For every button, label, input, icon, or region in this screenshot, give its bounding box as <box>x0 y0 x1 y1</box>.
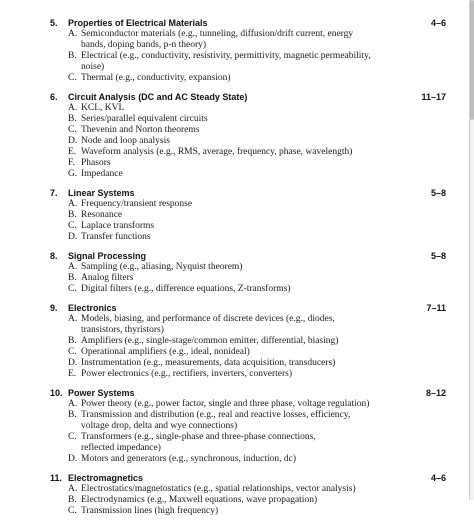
subtopic-letter: B. <box>68 51 77 61</box>
subtopic-item <box>50 136 400 147</box>
section-title: Circuit Analysis (DC and AC Steady State) <box>68 92 248 102</box>
subtopic-text: Electrical (e.g., conductivity, resistivity, permittivity, magnetic permeability, <box>81 51 371 61</box>
subtopic-text: Thevenin and Norton theorems <box>81 125 200 135</box>
subtopic-letter: B. <box>68 273 77 283</box>
subtopic-item <box>50 210 400 221</box>
subtopic-item <box>50 125 400 136</box>
subtopic-text: transistors, thyristors) <box>81 325 164 335</box>
section <box>50 91 446 180</box>
question-range: 7–11 <box>426 303 446 313</box>
subtopic-letter: B. <box>68 410 77 420</box>
subtopic-letter: B. <box>68 210 77 220</box>
section-number: 9. <box>50 303 58 313</box>
subtopic-letter: A. <box>68 484 78 494</box>
subtopic-list <box>50 262 400 295</box>
subtopic-text: Amplifiers (e.g., single-stage/common emitter, differential, biasing) <box>81 336 339 346</box>
section-title: Signal Processing <box>68 251 147 261</box>
subtopic-letter: A. <box>68 314 78 324</box>
subtopic-text: Electrostatics/magnetostatics (e.g., spatial relationships, vector analysis) <box>81 484 356 494</box>
subtopic-letter: C. <box>68 73 77 83</box>
subtopic-item <box>50 432 400 454</box>
subtopic-item <box>50 358 400 369</box>
section-header <box>50 387 446 399</box>
section-title: Electromagnetics <box>68 473 144 483</box>
subtopic-text: Semiconductor materials (e.g., tunneling, diffusion/drift current, energy <box>81 29 354 39</box>
section-header <box>50 302 446 314</box>
section-title: Properties of Electrical Materials <box>68 18 208 28</box>
subtopic-list <box>50 29 400 84</box>
subtopic-item <box>50 284 400 295</box>
subtopic-letter: A. <box>68 399 78 409</box>
subtopic-item <box>50 495 400 506</box>
subtopic-text: Thermal (e.g., conductivity, expansion) <box>81 73 231 83</box>
scrollbar-thumb[interactable] <box>470 0 474 120</box>
subtopic-text: Series/parallel equivalent circuits <box>81 114 208 124</box>
subtopic-list <box>50 103 400 180</box>
subtopic-text: Laplace transforms <box>81 221 155 231</box>
subtopic-item <box>50 147 400 158</box>
subtopic-text: Transmission lines (high frequency) <box>81 506 219 516</box>
subtopic-text: voltage drop, delta and wye connections) <box>81 421 238 431</box>
subtopic-text: Impedance <box>81 169 123 179</box>
section <box>50 387 446 465</box>
subtopic-text: Node and loop analysis <box>81 136 170 146</box>
subtopic-item <box>50 399 400 410</box>
vertical-scrollbar[interactable] <box>470 0 474 500</box>
subtopic-list <box>50 484 400 517</box>
subtopic-letter: C. <box>68 506 77 516</box>
subtopic-letter: C. <box>68 347 77 357</box>
section <box>50 250 446 295</box>
section-header <box>50 187 446 199</box>
question-range: 5–8 <box>430 251 446 261</box>
subtopic-item <box>50 51 400 73</box>
subtopic-letter: D. <box>68 232 78 242</box>
subtopic-text: Instrumentation (e.g., measurements, data acquisition, transducers) <box>81 358 336 368</box>
question-range: 5–8 <box>430 188 446 198</box>
subtopic-list <box>50 399 400 465</box>
subtopic-letter: G. <box>68 169 78 179</box>
subtopic-text: Electrodynamics (e.g., Maxwell equations, wave propagation) <box>81 495 318 505</box>
subtopic-item <box>50 29 400 51</box>
question-range: 4–6 <box>430 18 446 28</box>
subtopic-item <box>50 114 400 125</box>
subtopic-item <box>50 506 400 517</box>
section <box>50 302 446 380</box>
subtopic-letter: D. <box>68 136 78 146</box>
subtopic-text: Motors and generators (e.g., synchronous, induction, dc) <box>81 454 297 464</box>
question-range: 4–6 <box>430 473 446 483</box>
subtopic-letter: B. <box>68 495 77 505</box>
subtopic-text: KCL, KVL <box>81 103 125 113</box>
subtopic-text: Power theory (e.g., power factor, single and three phase, voltage regulation) <box>81 399 370 409</box>
section-header <box>50 91 446 103</box>
subtopic-item <box>50 369 400 380</box>
section-number: 8. <box>50 251 58 261</box>
subtopic-text: Digital filters (e.g., difference equations, Z-transforms) <box>81 284 291 294</box>
subtopic-text: Resonance <box>81 210 123 220</box>
subtopic-text: Transmission and distribution (e.g., real and reactive losses, efficiency, <box>81 410 351 420</box>
subtopic-text: Power electronics (e.g., rectifiers, inverters, converters) <box>81 369 293 379</box>
section-number: 10. <box>50 388 63 398</box>
subtopic-letter: A. <box>68 103 78 113</box>
subtopic-item <box>50 169 400 180</box>
subtopic-text: Transformers (e.g., single-phase and three-phase connections, <box>81 432 316 442</box>
subtopic-list <box>50 314 400 380</box>
subtopic-list <box>50 199 400 243</box>
section-header <box>50 17 446 29</box>
subtopic-text: Waveform analysis (e.g., RMS, average, frequency, phase, wavelength) <box>81 147 353 157</box>
section-title: Linear Systems <box>68 188 135 198</box>
section-number: 6. <box>50 92 58 102</box>
section-number: 5. <box>50 18 58 28</box>
subtopic-item <box>50 336 400 347</box>
section-number: 7. <box>50 188 58 198</box>
subtopic-item <box>50 410 400 432</box>
subtopic-item <box>50 232 400 243</box>
subtopic-text: Analog filters <box>81 273 134 283</box>
subtopic-letter: C. <box>68 284 77 294</box>
subtopic-item <box>50 347 400 358</box>
subtopic-text: reflected impedance) <box>81 443 161 453</box>
subtopic-letter: A. <box>68 29 78 39</box>
section-title: Electronics <box>68 303 117 313</box>
subtopic-letter: A. <box>68 262 78 272</box>
subtopic-letter: E. <box>68 369 77 379</box>
subtopic-letter: D. <box>68 358 78 368</box>
subtopic-letter: C. <box>68 432 77 442</box>
subtopic-text: Sampling (e.g., aliasing, Nyquist theorem) <box>81 262 243 272</box>
question-range: 11–17 <box>421 92 446 102</box>
section <box>50 17 446 84</box>
subtopic-item <box>50 221 400 232</box>
subtopic-letter: E. <box>68 147 77 157</box>
subtopic-item <box>50 484 400 495</box>
subtopic-text: Models, biasing, and performance of discrete devices (e.g., diodes, <box>81 314 335 324</box>
question-range: 8–12 <box>425 388 446 398</box>
subtopic-letter: F. <box>68 158 75 168</box>
subtopic-letter: B. <box>68 114 77 124</box>
subtopic-letter: C. <box>68 125 77 135</box>
subtopic-item <box>50 454 400 465</box>
subtopic-item <box>50 314 400 336</box>
subtopic-item <box>50 73 400 84</box>
section-number: 11. <box>50 473 63 483</box>
subtopic-text: Frequency/transient response <box>81 199 193 209</box>
section <box>50 472 446 517</box>
subtopic-text: Transfer functions <box>81 232 151 242</box>
subtopic-item <box>50 158 400 169</box>
section <box>50 187 446 243</box>
exam-specification-list <box>50 17 446 524</box>
subtopic-text: bands, doping bands, p-n theory) <box>81 40 207 50</box>
subtopic-item <box>50 273 400 284</box>
subtopic-text: noise) <box>81 62 105 72</box>
subtopic-text: Phasors <box>81 158 111 168</box>
subtopic-letter: A. <box>68 199 78 209</box>
subtopic-item <box>50 262 400 273</box>
section-title: Power Systems <box>68 388 135 398</box>
subtopic-letter: B. <box>68 336 77 346</box>
section-header <box>50 250 446 262</box>
section-header <box>50 472 446 484</box>
subtopic-text: Operational amplifiers (e.g., ideal, nonideal) <box>81 347 250 357</box>
subtopic-letter: C. <box>68 221 77 231</box>
subtopic-item <box>50 103 400 114</box>
subtopic-letter: D. <box>68 454 78 464</box>
subtopic-item <box>50 199 400 210</box>
